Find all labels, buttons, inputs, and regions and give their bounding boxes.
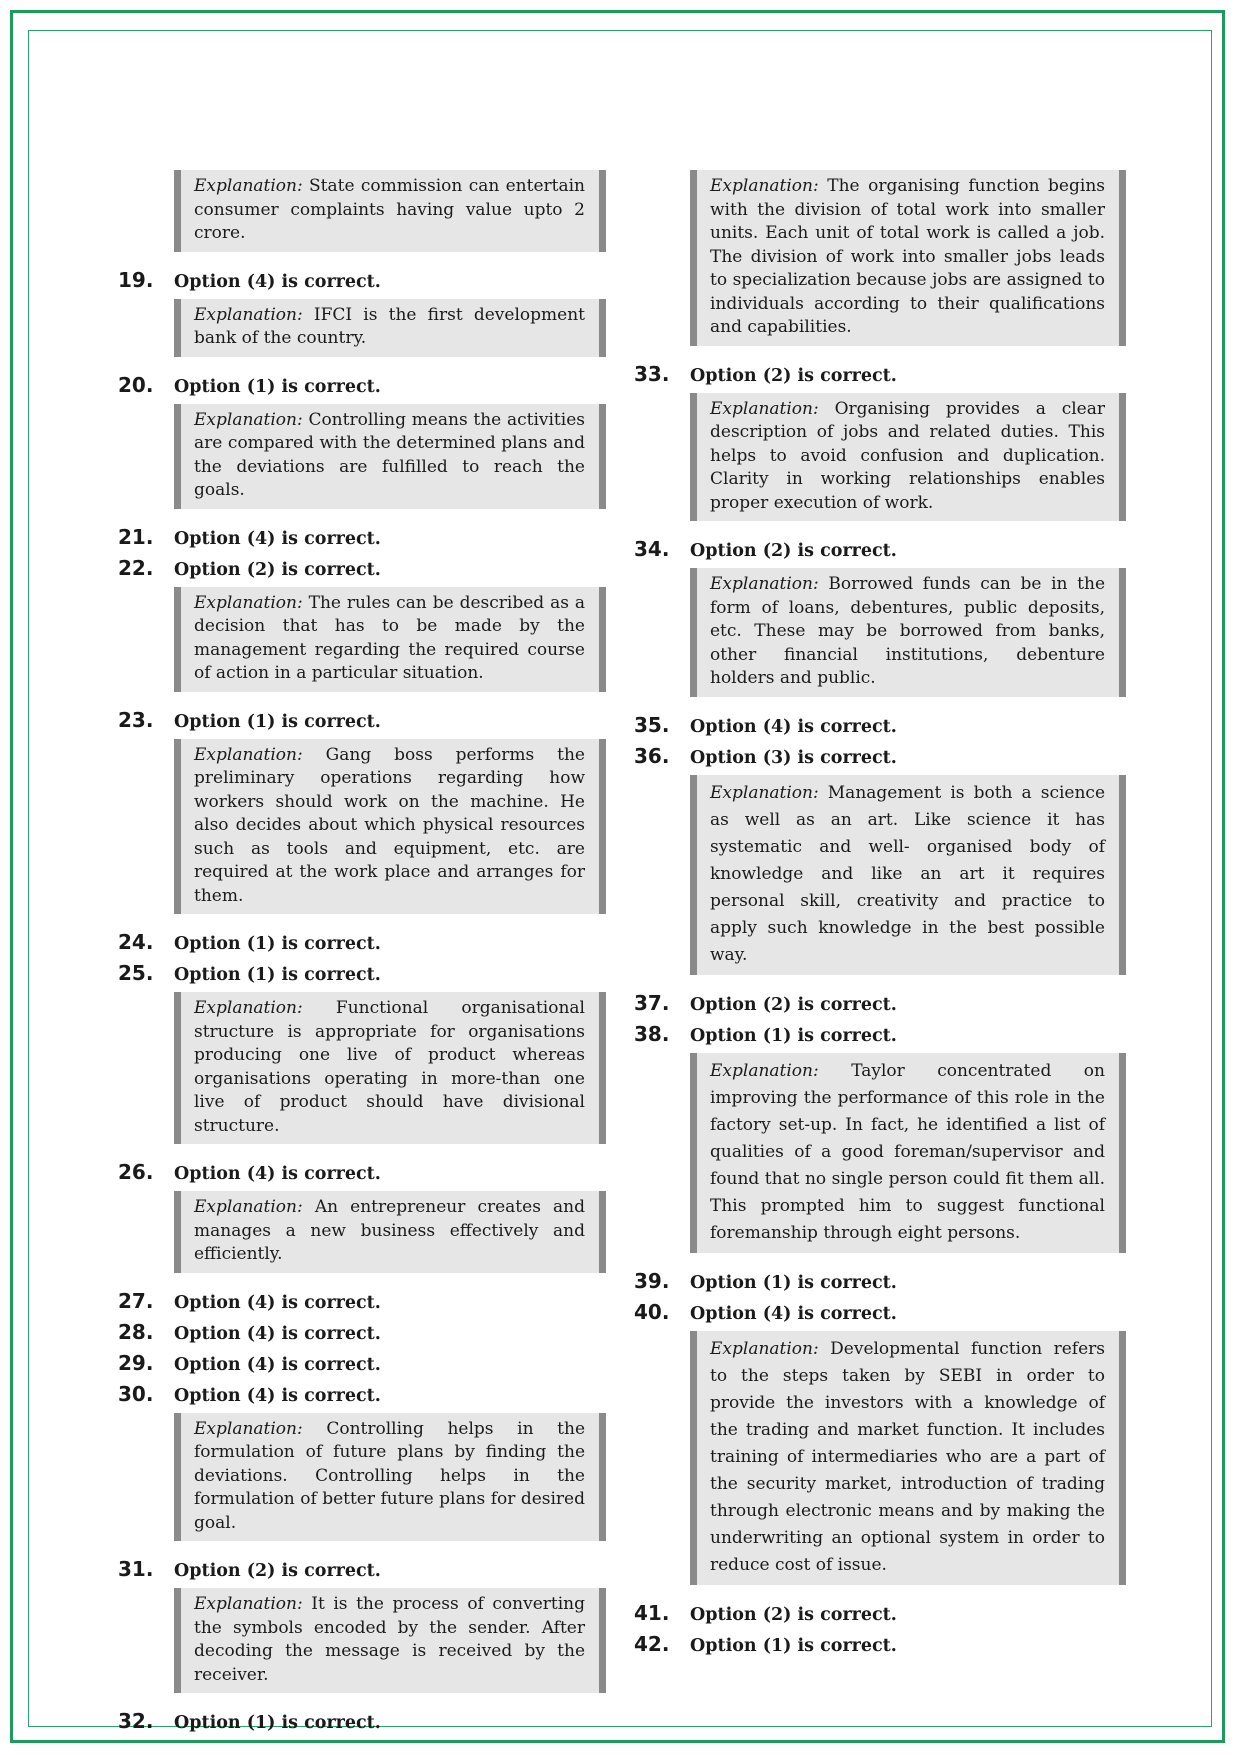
answer-41: 41. Option (2) is correct. xyxy=(634,1600,897,1625)
answer-23: 23. Option (1) is correct. xyxy=(118,707,381,732)
explanation-box-32: Explanation: The organising function begins with the division of total work into smaller units. Each unit of total work is called a job. The division of work into smaller jobs leads to specialization because jobs are assigned to individuals according to their qualifications and capabilities. xyxy=(690,170,1126,346)
answer-19: 19. Option (4) is correct. xyxy=(118,267,381,292)
answer-29: 29. Option (4) is correct. xyxy=(118,1350,381,1375)
answer-25: 25. Option (1) is correct. xyxy=(118,961,381,985)
answer-21: 21. Option (4) is correct. xyxy=(118,524,381,549)
explanation-box-30: Explanation: Controlling helps in the formulation of future plans by finding the deviations. Controlling helps in the formulation of better future plans for desired goal. xyxy=(174,1413,606,1542)
explanation-box-23: Explanation: Gang boss performs the preliminary operations regarding how workers should work on the machine. He also decides about which physical resources such as tools and equipment, etc. are required at the work place and arranges for them. xyxy=(174,739,606,915)
answer-34: 34. Option (2) is correct. xyxy=(634,537,897,561)
answer-20: 20. Option (1) is correct. xyxy=(118,372,381,397)
answer-36: 36. Option (3) is correct. xyxy=(634,743,897,768)
answer-28: 28. Option (4) is correct. xyxy=(118,1319,381,1344)
left-column xyxy=(118,170,606,1740)
explanation-box-19: Explanation: IFCI is the first development bank of the country. xyxy=(174,299,606,357)
answer-38: 38. Option (1) is correct. xyxy=(634,1021,897,1046)
answer-30: 30. Option (4) is correct. xyxy=(118,1381,381,1406)
answer-37: 37. Option (2) is correct. xyxy=(634,990,897,1015)
explanation-box-20: Explanation: Controlling means the activities are compared with the determined plans and the deviations are fulfilled to reach the goals. xyxy=(174,404,606,509)
explanation-box-22: Explanation: The rules can be described as a decision that has to be made by the management regarding the required course of action in a particular situation. xyxy=(174,587,606,692)
answer-32: 32. Option (1) is correct. xyxy=(118,1709,381,1733)
explanation-box-40: Explanation: Developmental function refers to the steps taken by SEBI in order to provide the investors with a knowledge of the trading and market function. It includes training of intermediaries who are a part of the security market, introduction of trading through electronic means and by making the underwriting an optional system in order to reduce cost of issue. xyxy=(690,1331,1126,1585)
explanation-box-34: Explanation: Borrowed funds can be in the form of loans, debentures, public deposits, etc. These may be borrowed from banks, other financial institutions, debenture holders and public. xyxy=(690,568,1126,697)
answer-33: 33. Option (2) is correct. xyxy=(634,361,897,386)
answer-40: 40. Option (4) is correct. xyxy=(634,1299,897,1324)
explanation-box-31: Explanation: It is the process of converting the symbols encoded by the sender. After decoding the message is received by the receiver. xyxy=(174,1588,606,1693)
answer-39: 39. Option (1) is correct. xyxy=(634,1268,897,1293)
answer-27: 27. Option (4) is correct. xyxy=(118,1288,381,1313)
explanation-box-26: Explanation: An entrepreneur creates and manages a new business effectively and efficiently. xyxy=(174,1191,606,1273)
explanation-box-18: Explanation: State commission can entertain consumer complaints having value upto 2 crore. xyxy=(174,170,606,252)
answer-24: 24. Option (1) is correct. xyxy=(118,930,381,954)
explanation-box-36: Explanation: Management is both a science as well as an art. Like science it has systematic and well- organised body of knowledge and like an art it requires personal skill, creativity and practice to apply such knowledge in the best possible way. xyxy=(690,775,1126,975)
explanation-box-38: Explanation: Taylor concentrated on improving the performance of this role in the factory set-up. In fact, he identified a list of qualities of a good foreman/supervisor and found that no single person could fit them all. This prompted him to suggest functional foremanship through eight persons. xyxy=(690,1053,1126,1253)
explanation-box-25: Explanation: Functional organisational structure is appropriate for organisations producing one live of product whereas organisations operating in more-than one live of product should have divisional structure. xyxy=(174,992,606,1144)
answer-35: 35. Option (4) is correct. xyxy=(634,712,897,737)
answer-26: 26. Option (4) is correct. xyxy=(118,1160,381,1184)
right-column xyxy=(634,170,1126,1663)
explanation-box-33: Explanation: Organising provides a clear description of jobs and related duties. This helps to avoid confusion and duplication. Clarity in working relationships enables proper execution of work. xyxy=(690,393,1126,522)
answer-31: 31. Option (2) is correct. xyxy=(118,1557,381,1581)
answer-42: 42. Option (1) is correct. xyxy=(634,1631,897,1656)
answer-22: 22. Option (2) is correct. xyxy=(118,555,381,580)
